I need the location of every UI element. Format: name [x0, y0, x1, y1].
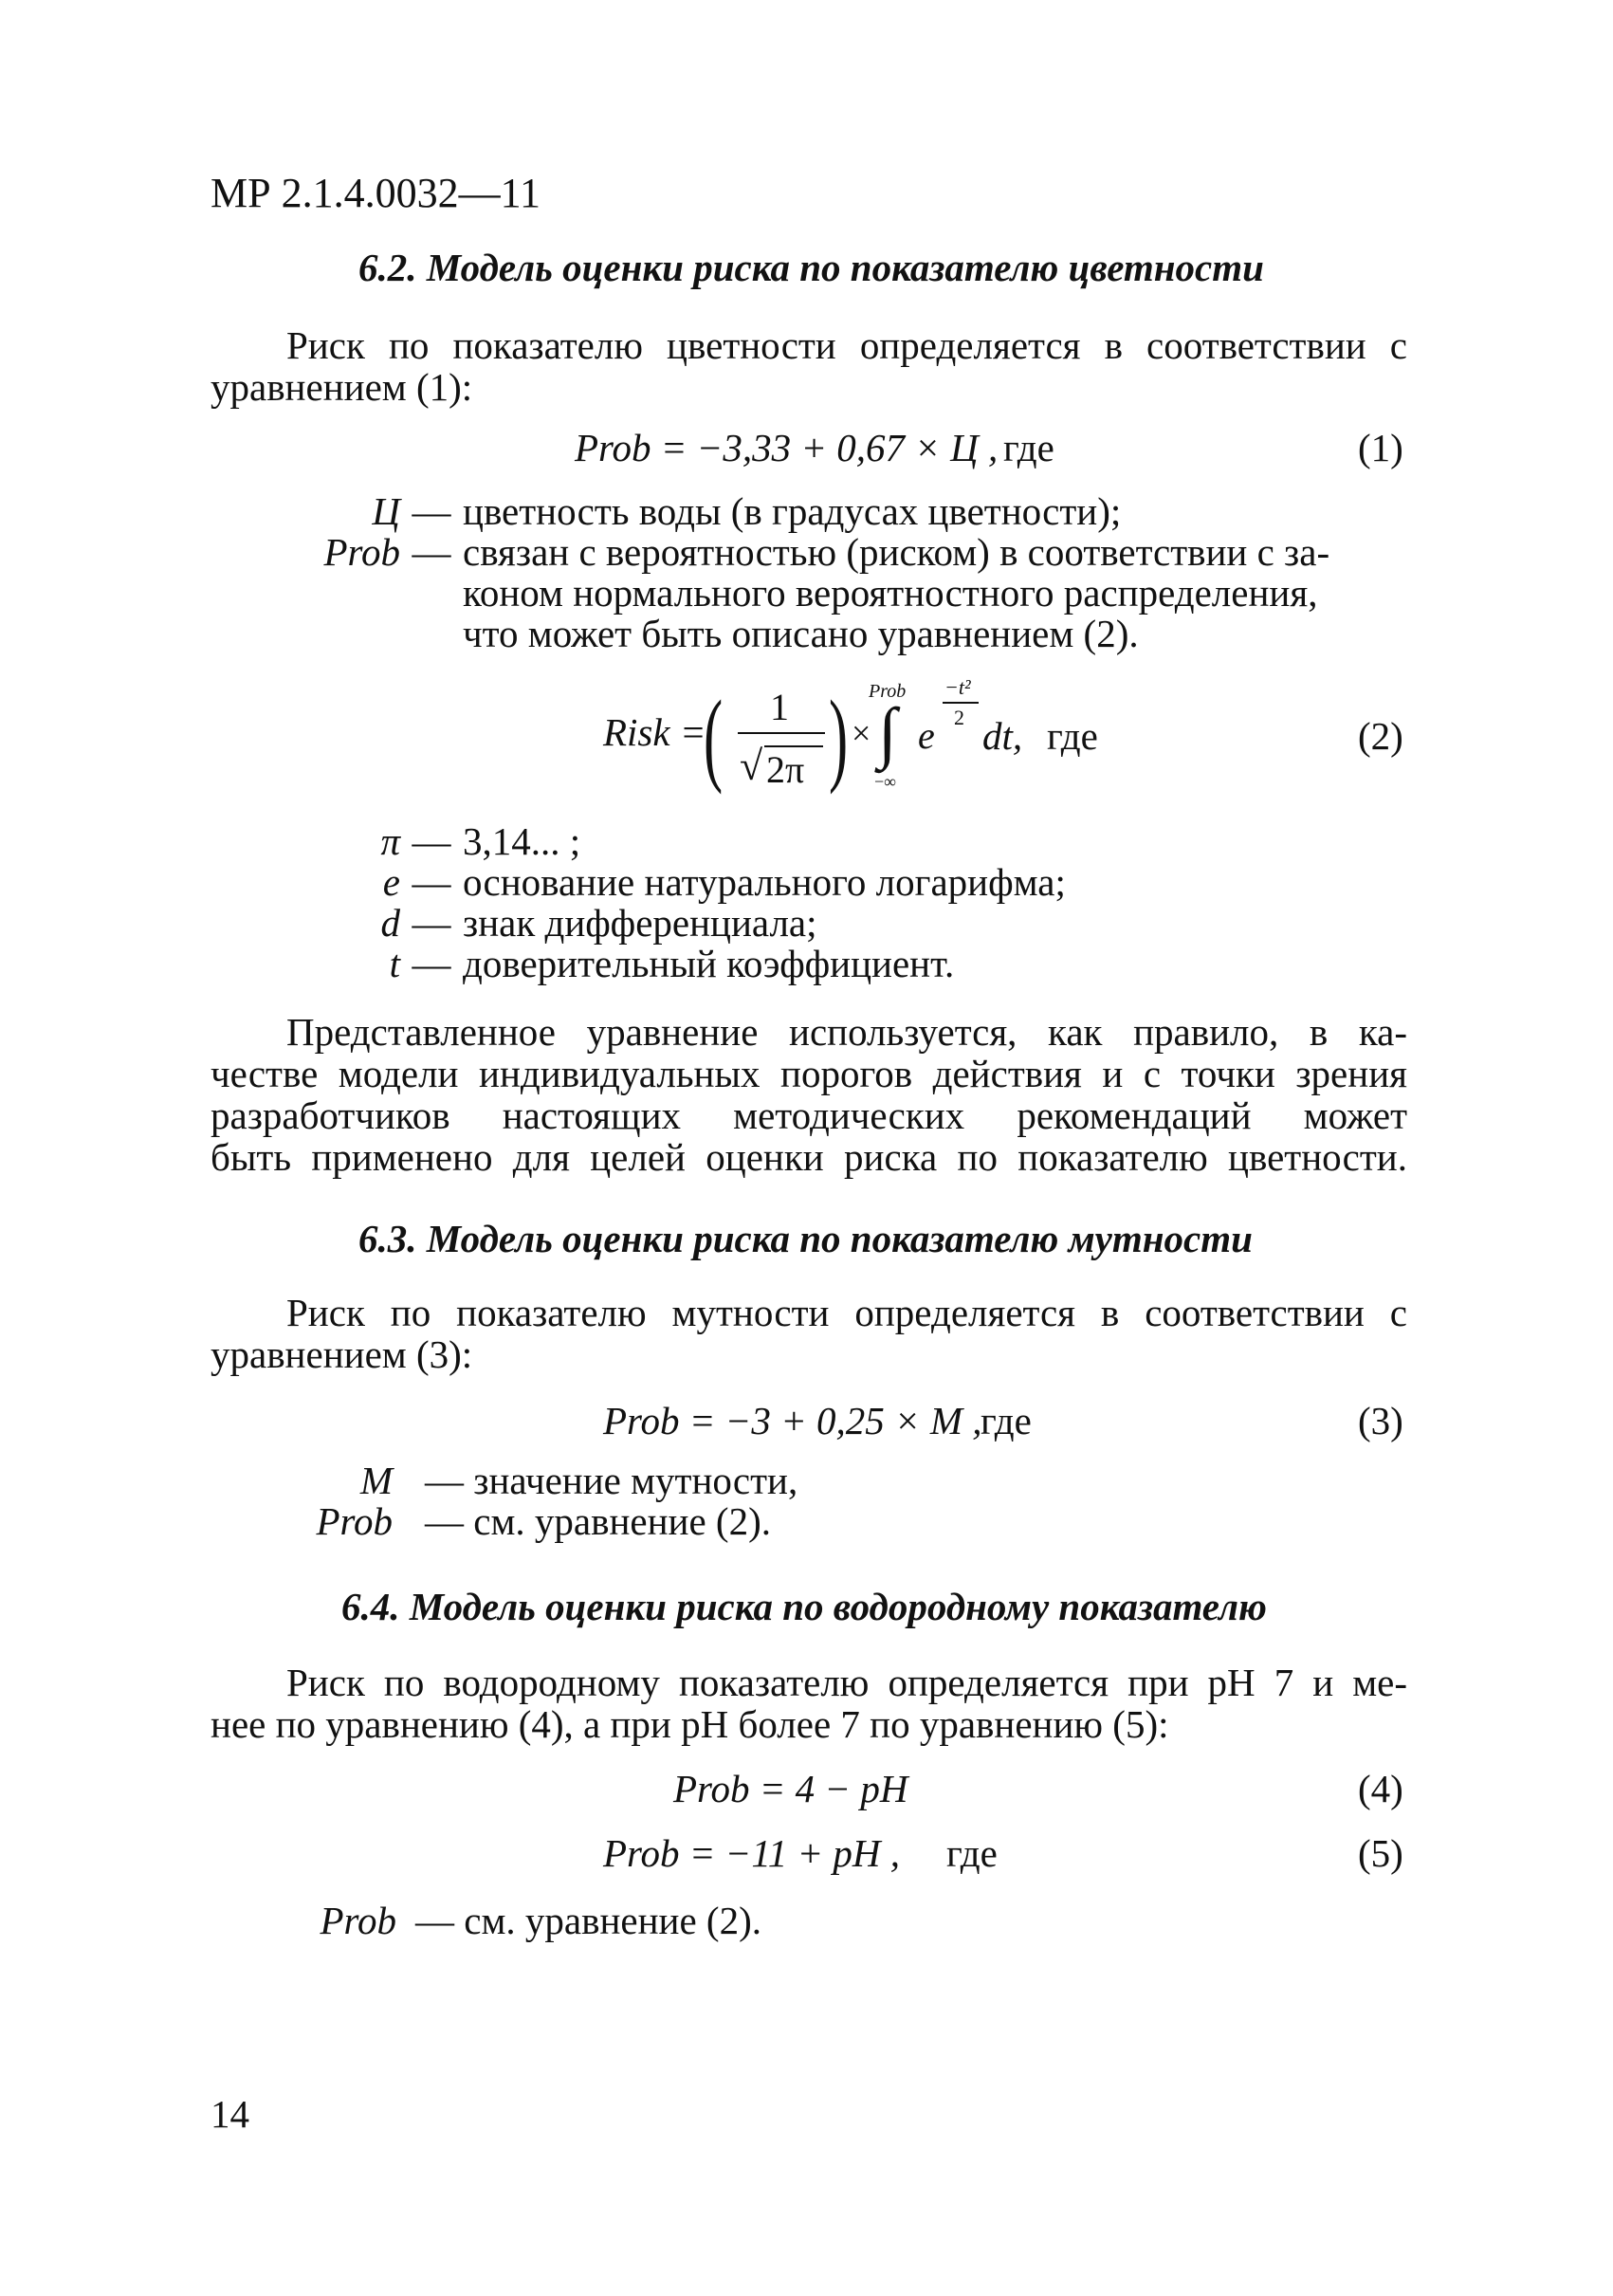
equation-1-number: (1) — [1358, 426, 1403, 469]
definition-row — [334, 821, 1066, 862]
equation-2-definitions — [334, 821, 1066, 984]
definition-dash: — — [412, 819, 451, 863]
equation-2-lhs: Risk = — [603, 710, 706, 754]
equation-5-where: где — [946, 1831, 998, 1875]
definition-symbol: d — [380, 901, 400, 945]
definition-text: — см. уравнение (2). — [415, 1899, 761, 1942]
definition-text: 3,14... ; — [463, 819, 581, 863]
paragraph-line: честве модели индивидуальных порогов действия и с точки зрения — [211, 1052, 1407, 1095]
equation-4: Prob = 4 − pH — [673, 1767, 908, 1810]
definition-text: — см. уравнение (2). — [425, 1499, 771, 1543]
definition-row — [305, 1460, 797, 1501]
paragraph-line: Представленное уравнение используется, как правило, в ка- — [286, 1010, 1407, 1054]
definition-symbol: M — [359, 1459, 393, 1502]
equation-3-definitions — [305, 1460, 797, 1542]
definition-continuation: что может быть описано уравнением (2). — [463, 612, 1139, 655]
sqrt-sign: √ — [740, 743, 763, 789]
section-6-4-title: 6.4. Модель оценки риска по водородному показателю — [341, 1585, 1267, 1628]
equation-3-where: где — [981, 1399, 1032, 1442]
section-6-2-title: 6.2. Модель оценки риска по показателю цветности — [358, 246, 1264, 289]
section-6-3-intro — [211, 1292, 1407, 1375]
definition-text: цветность воды (в градусах цветности); — [463, 489, 1122, 533]
definition-symbol: e — [382, 860, 400, 904]
equation-4-number: (4) — [1358, 1767, 1403, 1810]
intro-line: Риск по показателю цветности определяется в соответствии с — [286, 323, 1407, 367]
differential: dt, — [982, 714, 1023, 758]
definition-symbol: Prob — [320, 1899, 396, 1942]
equation-1: Prob = −3,33 + 0,67 × Ц , — [575, 426, 999, 469]
definition-continuation: коном нормального вероятностного распределения, — [463, 571, 1318, 615]
definition-text: связан с вероятностью (риском) в соответствии с за- — [463, 530, 1330, 574]
definition-text: знак дифференциала; — [463, 901, 817, 945]
section-6-3-title: 6.3. Модель оценки риска по показателю мутности — [358, 1217, 1253, 1260]
exponent-denominator: 2 — [954, 706, 964, 729]
intro-line: уравнением (3): — [211, 1332, 473, 1376]
equation-3-number: (3) — [1358, 1399, 1403, 1442]
exponent-bar — [943, 702, 979, 704]
right-paren: ) — [829, 679, 849, 795]
left-paren: ( — [704, 679, 724, 795]
definition-row — [305, 1501, 797, 1542]
equation-5-number: (5) — [1358, 1831, 1403, 1875]
fraction-numerator: 1 — [770, 686, 789, 728]
definition-symbol: π — [380, 819, 400, 863]
exp-base: e — [918, 714, 935, 757]
exponent-numerator: −t² — [944, 675, 971, 699]
definition-dash: — — [412, 530, 451, 574]
fraction-bar — [738, 732, 825, 734]
definition-dash: — — [412, 860, 451, 904]
equation-1-where: где — [1003, 426, 1054, 469]
section-6-2-paragraph — [211, 1011, 1407, 1178]
equation-2-number: (2) — [1358, 714, 1403, 758]
equation-3: Prob = −3 + 0,25 × M , — [603, 1399, 982, 1442]
definition-row — [319, 1901, 761, 1941]
integral-lower-limit: −∞ — [874, 772, 896, 791]
equation-5: Prob = −11 + pH , — [603, 1831, 901, 1875]
paragraph-line: разработчиков настоящих методических рекомендаций может — [211, 1093, 1407, 1137]
intro-line: Риск по водородному показателю определяется при pH 7 и ме- — [286, 1661, 1407, 1704]
paragraph-line: быть применено для целей оценки риска по показателю цветности. — [211, 1135, 1407, 1179]
definition-text: доверительный коэффициент. — [463, 942, 955, 985]
intro-line: Риск по показателю мутности определяется в соответствии с — [286, 1291, 1407, 1334]
intro-line: уравнением (1): — [211, 365, 473, 409]
equation-5-definitions — [319, 1901, 761, 1941]
intro-line: нее по уравнению (4), а при pH более 7 по уравнению (5): — [211, 1702, 1169, 1746]
definition-symbol: Prob — [323, 530, 400, 574]
document-code-header: МР 2.1.4.0032—11 — [211, 170, 541, 216]
definition-dash: — — [412, 901, 451, 945]
page-number: 14 — [211, 2092, 249, 2136]
definition-row — [334, 903, 1066, 944]
definition-row — [334, 862, 1066, 903]
definition-symbol: t — [389, 942, 400, 985]
definition-text: — значение мутности, — [425, 1459, 798, 1502]
integral-sign: ∫ — [878, 694, 897, 770]
integral-upper-limit: Prob — [869, 681, 907, 702]
definition-dash: — — [412, 942, 451, 985]
times-sign: × — [852, 714, 871, 752]
definition-row — [334, 944, 1066, 984]
definition-symbol: Prob — [316, 1499, 393, 1543]
definition-symbol: Ц — [372, 489, 400, 533]
definition-text: основание натурального логарифма; — [463, 860, 1066, 904]
section-6-4-intro — [211, 1662, 1407, 1745]
fraction-denominator: 2π — [766, 748, 805, 791]
definition-dash: — — [412, 489, 451, 533]
equation-2-where: где — [1047, 714, 1098, 758]
